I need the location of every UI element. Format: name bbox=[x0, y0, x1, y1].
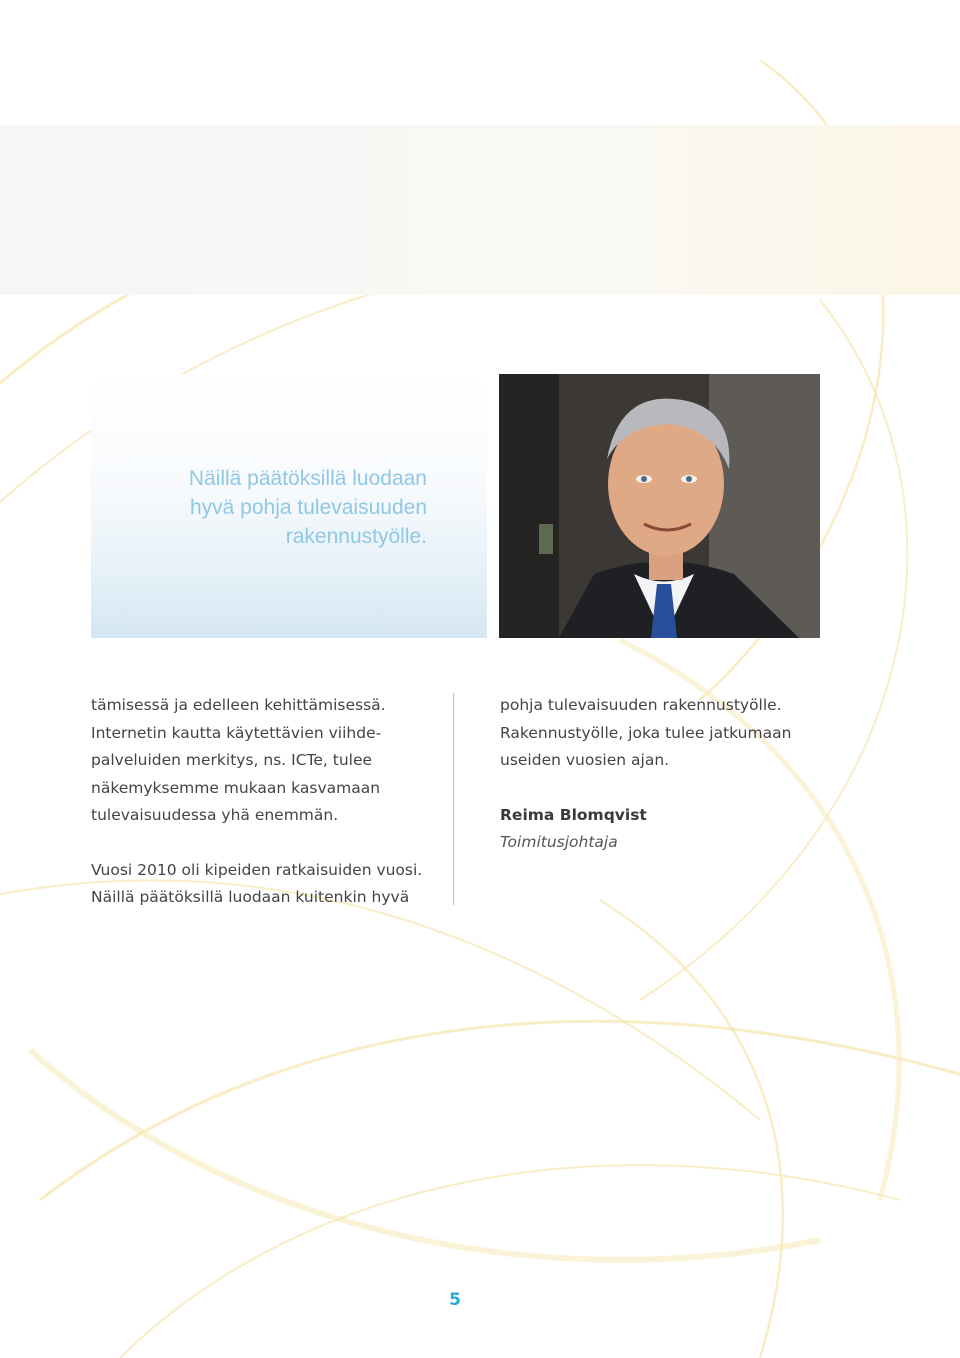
signature-title: Toimitusjohtaja bbox=[500, 833, 618, 851]
right-text-column bbox=[500, 692, 830, 857]
body-paragraph: pohja tulevaisuuden rakennustyölle. Rakennustyölle, joka tulee jatkumaan useiden vuosien ajan. bbox=[500, 696, 792, 769]
body-paragraph: tämisessä ja edelleen kehittämisessä. Internetin kautta käytettävien viihde- palveluiden merkitys, ns. ICTe, tulee näkemyksemme mukaan kasvamaan tulevaisuudessa yhä enemmän. bbox=[91, 696, 386, 824]
column-divider bbox=[453, 693, 454, 905]
body-paragraph: Vuosi 2010 oli kipeiden ratkaisuiden vuosi. Näillä päätöksillä luodaan kuitenkin hyvä bbox=[91, 860, 423, 906]
portrait-illustration bbox=[499, 374, 820, 638]
signature-name: Reima Blomqvist bbox=[500, 805, 647, 824]
pull-quote: Näillä päätöksillä luodaan hyvä pohja tulevaisuuden rakennustyölle. bbox=[188, 467, 427, 548]
page-number: 5 bbox=[449, 1290, 461, 1310]
pull-quote-box bbox=[91, 374, 487, 638]
header-band bbox=[0, 125, 960, 295]
portrait-photo bbox=[499, 374, 820, 638]
left-text-column bbox=[91, 692, 441, 912]
